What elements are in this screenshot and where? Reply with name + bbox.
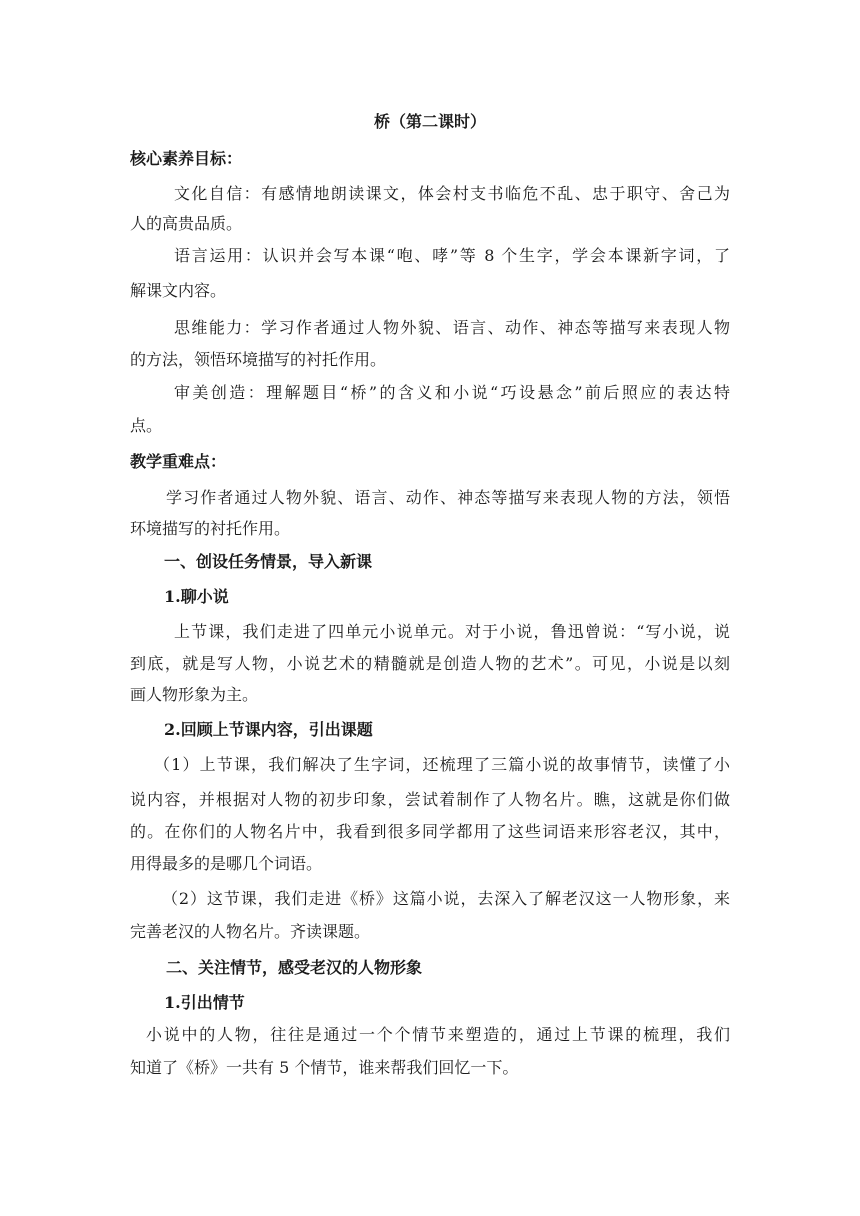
goal-thinking-line2: 的方法，领悟环境描写的衬托作用。 [130,350,387,369]
key-points-heading: 教学重难点： [130,452,227,471]
section1-sub1: 1.聊小说 [164,587,229,606]
section1-p2-line1: （1）上节课，我们解决了生字词，还梳理了三篇小说的故事情节，读懂了小 [154,755,730,774]
section2-p1-line2: 知道了《桥》一共有 5 个情节，谁来帮我们回忆一下。 [130,1058,519,1077]
section1-sub2: 2.回顾上节课内容，引出课题 [164,720,373,739]
goal-thinking-line1: 思维能力：学习作者通过人物外貌、语言、动作、神态等描写来表现人物 [174,318,730,337]
key-points-line2: 环境描写的衬托作用。 [130,519,291,538]
section1-p2-line2: 说内容，并根据对人物的初步印象，尝试着制作了人物名片。瞧，这就是你们做 [130,790,730,809]
document-page [130,0,730,1216]
goal-language-line2: 解课文内容。 [130,281,227,300]
section2-sub1: 1.引出情节 [164,993,245,1012]
goals-heading: 核心素养目标： [130,149,243,168]
section1-p3-line2: 完善老汉的人物名片。齐读课题。 [130,922,371,941]
page-title: 桥（第二课时） [373,112,486,131]
section1-p1-line1: 上节课，我们走进了四单元小说单元。对于小说，鲁迅曾说：“写小说，说 [174,622,730,641]
goal-aesthetic-line1: 审美创造：理解题目“桥”的含义和小说“巧设悬念”前后照应的表达特 [174,383,730,402]
section1-p1-line2: 到底，就是写人物，小说艺术的精髓就是创造人物的艺术”。可见，小说是以刻 [130,654,730,673]
section1-p1-line3: 画人物形象为主。 [130,685,259,704]
goal-aesthetic-line2: 点。 [130,416,163,435]
key-points-line1: 学习作者通过人物外貌、语言、动作、神态等描写来表现人物的方法，领悟 [166,488,730,507]
section1-heading: 一、创设任务情景，导入新课 [164,552,373,571]
section1-p2-line3: 的。在你们的人物名片中，我看到很多同学都用了这些词语来形容老汉，其中， [130,822,730,841]
section2-p1-line1: 小说中的人物，往往是通过一个个情节来塑造的，通过上节课的梳理，我们 [146,1025,730,1044]
section2-heading: 二、关注情节，感受老汉的人物形象 [166,958,423,977]
section1-p3-line1: （2）这节课，我们走进《桥》这篇小说，去深入了解老汉这一人物形象，来 [162,889,730,908]
goal-culture-line1: 文化自信：有感情地朗读课文，体会村支书临危不乱、忠于职守、舍己为 [174,184,730,203]
goal-culture-line2: 人的高贵品质。 [130,214,243,233]
section1-p2-line4: 用得最多的是哪几个词语。 [130,854,323,873]
goal-language-line1: 语言运用：认识并会写本课“咆、哮”等 8 个生字，学会本课新字词，了 [174,246,730,265]
